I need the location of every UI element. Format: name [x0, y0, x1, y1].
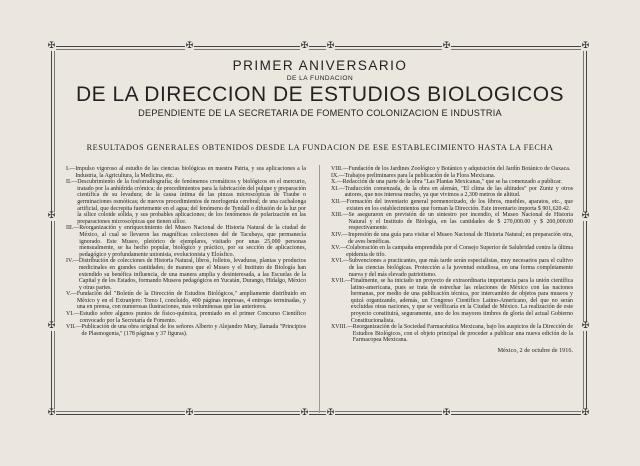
- list-item: [66, 324, 306, 337]
- item-number: XII.—: [331, 198, 347, 205]
- department-subtitle: DEPENDIENTE DE LA SECRETARIA DE FOMENTO COLONIZACION E INDUSTRIA: [138, 108, 502, 118]
- item-text: Traducción comenzada, de la obra en alemán, "El clima de las altitudes" por Zuntz y otros autores, que nos interesa mucho, ya que vivimos a 2,300 metros de altitud.: [344, 185, 573, 199]
- list-item: [331, 166, 573, 173]
- item-text: Finalmente, se ha iniciado un proyecto de extraordinaria importancia para la unión científica latino-americana, pues se trata de estrechar las relaciones de México con las naciones hermanas, por medio de una publicación técnica, por intercambio de objetos para museos y quizá organizando, además, un Congreso Científico Latino-Americano, del que no serán excluidas otras naciones, y que se verificaría en la Ciudad de México. La realización de este proyecto constituirá, seguramente, uno de los mayores timbres de gloria del actual Gobierno Constitucionalista.: [350, 278, 573, 324]
- item-text: Redacción de una parte de la obra "Las Plantas Mexicanas," que se ha comenzado a publicar.: [342, 179, 562, 186]
- left-column: [66, 166, 306, 337]
- item-number: II.—: [66, 179, 78, 186]
- item-number: VII.—: [66, 324, 82, 331]
- corner-ornament-icon: ✠: [581, 408, 590, 418]
- item-text: Fundación del "Boletín de la Dirección de Estudios Biológicos," ampliamente distribuido en México y en el Extranjero: Tomo I, concluido, 400 páginas impresas, 4 entregas terminadas, y una en prensa, con numerosas ilustraciones, más voluminosas que las anteriores.: [76, 291, 306, 311]
- item-text: Publicación de una obra original de los señores Alberto y Alejandro Mary, llamada "Principios de Plasmogenia," (178 páginas y 37 figuras).: [81, 324, 306, 337]
- list-item: [331, 232, 573, 245]
- border-ornament-icon: ✠: [326, 408, 335, 418]
- foundation-subheading: DE LA FUNDACION: [286, 75, 354, 82]
- list-item: [331, 245, 573, 258]
- item-number: XI.—: [331, 185, 345, 192]
- item-text: Descubrimiento de la fosforradiografía; de fenómenos cromáticos y biológicos en el mercurio, tratado por la anhídrida crómica; de procedimientos para la fabricación del pulque y preparación científica de su levadura; de la causa íntima de las pinzas microscópicas de Traube o germinaciones osmóticas; de nuevos procedimientos de morfogenia cerebral; de una cachalonga artificial, que decrepita fuertemente en el agua; del fenómeno de Tyndall o difusión de la luz por la sílice coloide sólida, y sus probables aplicaciones; de los fenómenos de polarización en las preparaciones microscópicas que tienen sílice.: [77, 179, 306, 225]
- list-item: [331, 324, 573, 344]
- item-number: XV.—: [331, 245, 347, 252]
- date-line: México, 2 de octubre de 1916.: [497, 347, 573, 355]
- item-text: Se aseguraron en previsión de un siniestro por incendio, el Museo Nacional de Historia Natural y el Instituto de Biología, en las cantidades de $ 270,000.00 y $ 200,000.00 respectivamente.: [348, 212, 573, 232]
- anniversary-heading: PRIMER ANIVERSARIO: [232, 58, 408, 73]
- item-text: Impulso vigoroso al estudio de las ciencias biológicas en nuestra Patria, y sus aplicaciones a la Industria, la Agricultura, la Medicina, etc.: [75, 166, 306, 179]
- item-text: Formación del inventario general pormenorizado, de los libros, muebles, aparatos, etc., que existen en los establecimientos que forman la Dirección. Este inventario importa $ 901,620.42.: [346, 198, 573, 212]
- list-item: [66, 179, 306, 225]
- item-number: VI.—: [66, 311, 80, 318]
- border-ornament-icon: ✠: [300, 41, 309, 51]
- item-text: Distribución de colecciones de Historia Natural, libros, folletos, levaduras, plantas y productos medicinales en grandes cantidades; de manera que el Museo y el Instituto de Biología han extendido su benéfica influencia, de una manera amplia y desinteresada, a las Escuelas de la Capital y de los Estados, formando Museos pedagógicos en Yucatán, Durango, Hidalgo, México y otras partes.: [78, 258, 306, 291]
- item-text: Fundación de los Jardines Zoológico y Botánico y adquisición del Jardín Botánico de Oaxaca.: [348, 166, 571, 172]
- item-number: XVIII.—: [331, 324, 353, 331]
- item-number: IV.—: [66, 258, 79, 265]
- item-number: VIII.—: [331, 166, 349, 172]
- list-item: [66, 291, 306, 311]
- item-text: Subvenciones a practicantes, que más tarde serán especialistas, muy necesarios para el cultivo de las ciencias biológicas. Protección a la juventud estudiosa, en una forma completamente nueva y del más elevado patriotismo.: [348, 258, 573, 278]
- border-ornament-icon: ✠: [442, 408, 451, 418]
- right-column: [331, 166, 573, 355]
- border-ornament-icon: ✠: [581, 211, 590, 221]
- item-text: Reorganización y enriquecimiento del Museo Nacional de Historia Natural de la ciudad de México, al cual se llevaron las magníficas colecciones del de Tacubaya, que permanecía ignorado. Este Museo, pletórico de ejemplares, visitado por unas 25,000 personas mensualmente, se ha hecho popular, biológico y práctico, por su sección de aplicaciones, pedagógico y profundamente unionista, evolucionista y Eloísfico.: [79, 225, 306, 258]
- item-number: IX.—: [331, 172, 345, 179]
- corner-ornament-icon: ✠: [47, 408, 56, 418]
- list-item: [66, 225, 306, 258]
- list-item: [66, 311, 306, 324]
- item-number: III.—: [66, 225, 80, 232]
- border-ornament-icon: ✠: [185, 408, 194, 418]
- border-ornament-icon: ✠: [47, 321, 56, 331]
- border-ornament-icon: ✠: [47, 211, 56, 221]
- item-number: XIII.—: [331, 212, 349, 219]
- border-ornament-icon: ✠: [300, 408, 309, 418]
- list-item: [331, 278, 573, 324]
- item-number: XIV.—: [331, 231, 349, 238]
- list-item: [331, 173, 573, 180]
- list-item: [66, 166, 306, 179]
- list-item: [331, 179, 573, 186]
- item-text: Trabajos preliminares para la publicación de la Flora Mexicana.: [344, 172, 496, 179]
- border-ornament-icon: ✠: [326, 41, 335, 51]
- border-ornament-icon: ✠: [581, 321, 590, 331]
- item-number: XVI.—: [331, 258, 349, 265]
- results-heading: RESULTADOS GENERALES OBTENIDOS DESDE LA FUNDACION DE ESE ESTABLECIMIENTO HASTA LA FECHA: [86, 143, 554, 152]
- document-header: [60, 58, 580, 119]
- page-title: DE LA DIRECCION DE ESTUDIOS BIOLOGICOS: [75, 83, 565, 106]
- item-text: Impresión de una guía para visitar el Museo Nacional de Historia Natural; en preparación otra, de aves benéficas.: [348, 231, 573, 245]
- list-item: [331, 199, 573, 212]
- list-item: [331, 186, 573, 199]
- item-text: Estudio sobre algunos puntos de físico-química, premiado en el primer Concurso Científico convocado por la Secretaría de Fomento.: [79, 311, 306, 324]
- item-number: X.—: [331, 179, 343, 186]
- fold-line: [319, 165, 320, 413]
- border-ornament-icon: ✠: [185, 41, 194, 51]
- list-item: [66, 258, 306, 291]
- list-item: [331, 258, 573, 278]
- item-number: XVII.—: [331, 278, 351, 285]
- corner-ornament-icon: ✠: [47, 41, 56, 51]
- corner-ornament-icon: ✠: [581, 41, 590, 51]
- item-text: Reorganización de la Sociedad Farmacéutica Mexicana, bajo los auspicios de la Dirección de Estudios Biológicos, con el objeto principal de proceder a publicar una nueva edición de la Farmacopea Mexicana.: [352, 324, 573, 344]
- item-text: Colaboración en la campaña emprendida por el Consejo Superior de Salubridad contra la última epidemia de tifo.: [346, 245, 573, 258]
- item-number: I.—: [66, 166, 76, 172]
- list-item: [331, 212, 573, 232]
- border-ornament-icon: ✠: [442, 41, 451, 51]
- item-number: V.—: [66, 291, 77, 298]
